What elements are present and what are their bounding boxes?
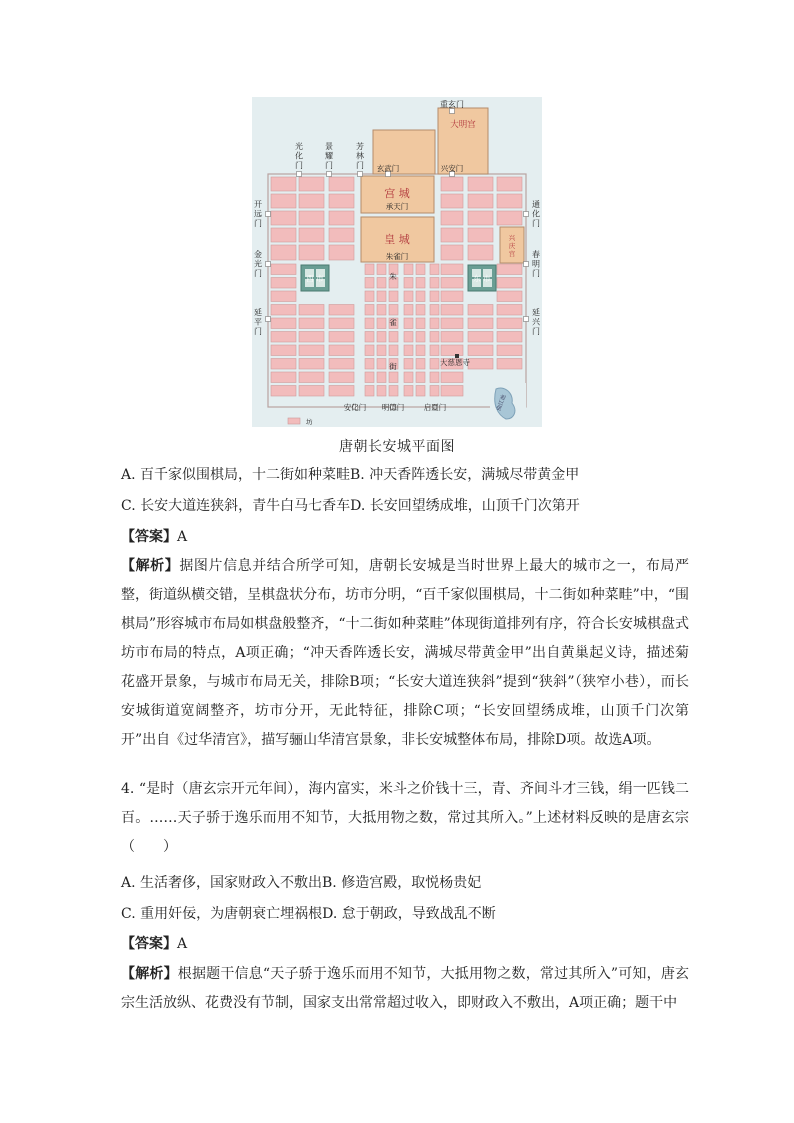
ward-block (441, 291, 463, 302)
ward-block (404, 332, 413, 343)
vlabel-yanxing: 延兴门 (532, 308, 540, 336)
ward-block (299, 372, 324, 383)
ward-block (468, 345, 493, 356)
ward-block (404, 359, 413, 370)
vlabel-street: 朱雀街 (389, 272, 397, 371)
q3-options-row2 (121, 496, 580, 516)
label-qujiang: 曲江池 (496, 394, 508, 412)
ward-block (299, 194, 324, 208)
ward-block (271, 211, 296, 225)
q3-options-row1 (121, 465, 579, 485)
q3-answer-label: 【答案】 (121, 529, 177, 545)
ward-block (299, 245, 324, 260)
ward-block (389, 345, 398, 356)
ward-block (271, 332, 296, 343)
ward-block (497, 345, 522, 356)
ward-block (404, 264, 413, 275)
ward-block (441, 372, 463, 383)
ward-block (299, 332, 324, 343)
ward-block (468, 245, 493, 260)
q3-answer-value: A (177, 529, 188, 545)
ward-block (377, 264, 386, 275)
ward-block (430, 278, 439, 289)
ward-block (377, 332, 386, 343)
ward-block (365, 332, 374, 343)
label-gongcheng: 宫 城 (384, 187, 410, 200)
ward-block (441, 194, 463, 208)
q3-analysis-label: 【解析】 (121, 558, 180, 574)
q3-answer (121, 527, 187, 547)
ward-block (377, 345, 386, 356)
ward-block (497, 332, 522, 343)
q4-options-row1 (121, 873, 481, 893)
q4-option-a: A. 生活奢侈，国家财政入不敷出 (121, 875, 323, 891)
q3-option-a: A. 百千家似围棋局，十二街如种菜畦 (121, 467, 351, 483)
ward-block (377, 386, 386, 397)
ward-block (497, 291, 522, 302)
ward-block (299, 345, 324, 356)
q4-answer-label: 【答案】 (121, 936, 177, 952)
q4-analysis-text: 根据题干信息“天子骄于逸乐而用不知节，大抵用物之数，常过其所入”可知，唐玄宗生活放纵、花费没有节制，国家支出常常超过收入，即财政入不敷出，A项正确；题干中 (121, 966, 690, 1011)
ward-block (271, 305, 296, 316)
ward-block (468, 177, 493, 191)
ward-block (468, 359, 493, 370)
ward-block (441, 305, 463, 316)
ward-block (377, 359, 386, 370)
ward-block (404, 372, 413, 383)
ward-block (441, 228, 463, 242)
ward-block (468, 318, 493, 329)
ward-block (441, 332, 463, 343)
vlabel-tonghua: 通化门 (532, 200, 540, 228)
gate-mingde: 明德门 (381, 403, 405, 412)
ward-block (329, 372, 354, 383)
label-xishi: 西 市 (306, 274, 324, 283)
q4-analysis (121, 960, 689, 1018)
ward-block (497, 359, 522, 370)
ward-block (416, 278, 425, 289)
ward-block (365, 359, 374, 370)
ward-block (441, 177, 463, 191)
ward-block (365, 264, 374, 275)
vlabel-jinguang: 金光门 (254, 250, 262, 278)
ward-block (441, 245, 463, 260)
changan-city-map (252, 97, 542, 427)
gate-chongxuan: 重玄门 (440, 100, 464, 109)
ward-block (377, 278, 386, 289)
label-daming: 大明宫 (450, 120, 476, 130)
gate-marker (524, 262, 529, 267)
ward-block (441, 278, 463, 289)
ward-block (468, 211, 493, 225)
label-dayan: 大慈恩寺 (440, 358, 470, 367)
ward-block (389, 291, 398, 302)
ward-block (441, 345, 463, 356)
legend-label: 坊 (306, 418, 313, 426)
ward-block (404, 305, 413, 316)
gate-marker (358, 172, 363, 177)
vlabel-yanping: 延平门 (254, 308, 262, 336)
label-huangcheng: 皇 城 (384, 233, 410, 246)
ward-block (430, 318, 439, 329)
q4-option-b: B. 修造宫殿，取悦杨贵妃 (322, 875, 482, 891)
ward-block (430, 386, 439, 397)
ward-block (404, 291, 413, 302)
q3-option-c: C. 长安大道连狭斜，青牛白马七香车 (121, 498, 351, 514)
ward-block (271, 245, 296, 260)
ward-block (389, 332, 398, 343)
q4-options-row2 (121, 904, 496, 924)
ward-block (430, 345, 439, 356)
ward-block (497, 177, 522, 191)
ward-block (365, 345, 374, 356)
ward-block (329, 177, 354, 191)
ward-block (430, 359, 439, 370)
gate-zhuque: 朱雀门 (385, 252, 409, 261)
ward-block (329, 305, 354, 316)
ward-block (430, 332, 439, 343)
ward-block (497, 194, 522, 208)
ward-block (365, 278, 374, 289)
ward-block (299, 305, 324, 316)
ward-block (404, 318, 413, 329)
ward-block (497, 211, 522, 225)
ward-block (441, 211, 463, 225)
ward-block (377, 291, 386, 302)
q3-option-d: D. 长安回望绣成堆，山顶千门次第开 (350, 498, 580, 514)
ward-block (271, 345, 296, 356)
ward-block (271, 386, 296, 397)
ward-block (271, 264, 296, 275)
vlabel-chunming: 春明门 (532, 250, 540, 278)
ward-block (377, 372, 386, 383)
ward-block (416, 318, 425, 329)
ward-block (416, 372, 425, 383)
q4-answer (121, 934, 187, 954)
ward-block (329, 386, 354, 397)
ward-block (389, 305, 398, 316)
gate-marker (524, 317, 529, 322)
gate-marker (327, 172, 332, 177)
ward-block (416, 291, 425, 302)
ward-block (430, 372, 439, 383)
ward-block (468, 228, 493, 242)
ward-block (365, 318, 374, 329)
ward-block (389, 386, 398, 397)
ward-block (377, 318, 386, 329)
ward-block (365, 386, 374, 397)
gate-chengtian: 承天门 (385, 202, 409, 211)
ward-block (468, 332, 493, 343)
ward-block (430, 264, 439, 275)
ward-block (329, 345, 354, 356)
ward-block (497, 264, 522, 275)
ward-block (329, 228, 354, 242)
ward-block (468, 305, 493, 316)
q4-stem: 4. “是时（唐玄宗开元年间），海内富实，米斗之价钱十三，青、齐间斗才三钱，绢一匹钱二百。……天子骄于逸乐而用不知节，大抵用物之数，常过其所入。”上述材料反映的是唐玄宗（ ） (121, 781, 689, 855)
ward-block (389, 372, 398, 383)
ward-block (441, 318, 463, 329)
vlabel-jingyao: 景耀门 (325, 142, 333, 170)
ward-block (365, 372, 374, 383)
ward-block (329, 194, 354, 208)
ward-block (271, 372, 296, 383)
ward-block (271, 177, 296, 191)
vlabel-fanglin: 芳林门 (356, 142, 364, 170)
ward-block (329, 245, 354, 260)
legend-swatch (288, 418, 300, 424)
q3-analysis-text: 据图片信息并结合所学可知，唐朝长安城是当时世界上最大的城市之一，布局严整，街道纵横交错，呈棋盘状分布，坊市分明，“百千家似围棋局，十二街如种菜畦”中，“围棋局”形容城市布局如棋盘般整齐，“十二街如种菜畦”体现街道排列有序，符合长安城棋盘式坊市布局的特点，A项正确；“冲天香阵透长安，满城尽带黄金甲”出自黄巢起义诗，描述菊花盛开景象，与城市布局无关，排除B项；“长安大道连狭斜”提到“狭斜”（狭窄小巷），而长安城街道宽阔整齐，坊市分开，无此特征，排除C项；“长安回望绣成堆，山顶千门次第开”出自《过华清宫》，描写骊山华清宫景象，非长安城整体布局，排除D项。故选A项。 (121, 558, 690, 748)
ward-block (329, 359, 354, 370)
ward-block (468, 194, 493, 208)
q3-analysis (121, 552, 689, 755)
ward-block (404, 278, 413, 289)
ward-block (416, 305, 425, 316)
ward-block (329, 332, 354, 343)
figure-caption: 唐朝长安城平面图 (339, 439, 455, 455)
ward-block (404, 386, 413, 397)
vlabel-kaiyuan: 开远门 (254, 200, 262, 228)
gate-qixia: 启夏门 (423, 403, 447, 412)
ward-block (497, 318, 522, 329)
q4-analysis-label: 【解析】 (121, 966, 178, 982)
gate-marker (266, 212, 271, 217)
gate-marker (524, 212, 529, 217)
gate-marker (266, 317, 271, 322)
vlabel-xingqing: 兴庆宫 (508, 234, 516, 258)
ward-block (441, 386, 463, 397)
gate-marker (450, 109, 455, 114)
ward-block (497, 305, 522, 316)
ward-block (299, 359, 324, 370)
ward-block (430, 291, 439, 302)
q3-option-b: B. 冲天香阵透长安，满城尽带黄金甲 (350, 467, 580, 483)
ward-block (377, 305, 386, 316)
ward-block (299, 386, 324, 397)
gate-xuanwu: 玄武门 (376, 164, 400, 173)
ward-block (329, 211, 354, 225)
ward-block (416, 359, 425, 370)
ward-block (404, 345, 413, 356)
gate-anhua: 安化门 (343, 403, 367, 412)
q4-option-c: C. 重用奸佞，为唐朝衰亡埋祸根 (121, 906, 323, 922)
vlabel-guanghua: 光化门 (295, 142, 303, 170)
ward-block (365, 291, 374, 302)
gate-xingan: 兴安门 (440, 164, 464, 173)
q4-option-d: D. 怠于朝政，导致战乱不断 (322, 906, 496, 922)
ward-block (299, 177, 324, 191)
gate-marker (266, 262, 271, 267)
ward-block (271, 359, 296, 370)
gate-marker (297, 172, 302, 177)
ward-block (430, 305, 439, 316)
ward-block (299, 318, 324, 329)
q4-answer-value: A (177, 936, 188, 952)
ward-block (299, 211, 324, 225)
ward-block (416, 386, 425, 397)
ward-block (365, 305, 374, 316)
ward-block (271, 318, 296, 329)
ward-block (441, 264, 463, 275)
ward-block (416, 332, 425, 343)
ward-block (271, 194, 296, 208)
ward-block (329, 318, 354, 329)
ward-block (416, 264, 425, 275)
ward-block (299, 228, 324, 242)
ward-block (271, 228, 296, 242)
ward-block (271, 291, 296, 302)
label-dongshi: 东 市 (473, 274, 491, 283)
ward-block (416, 345, 425, 356)
ward-block (497, 278, 522, 289)
map-svg (252, 97, 542, 427)
ward-block (271, 278, 296, 289)
